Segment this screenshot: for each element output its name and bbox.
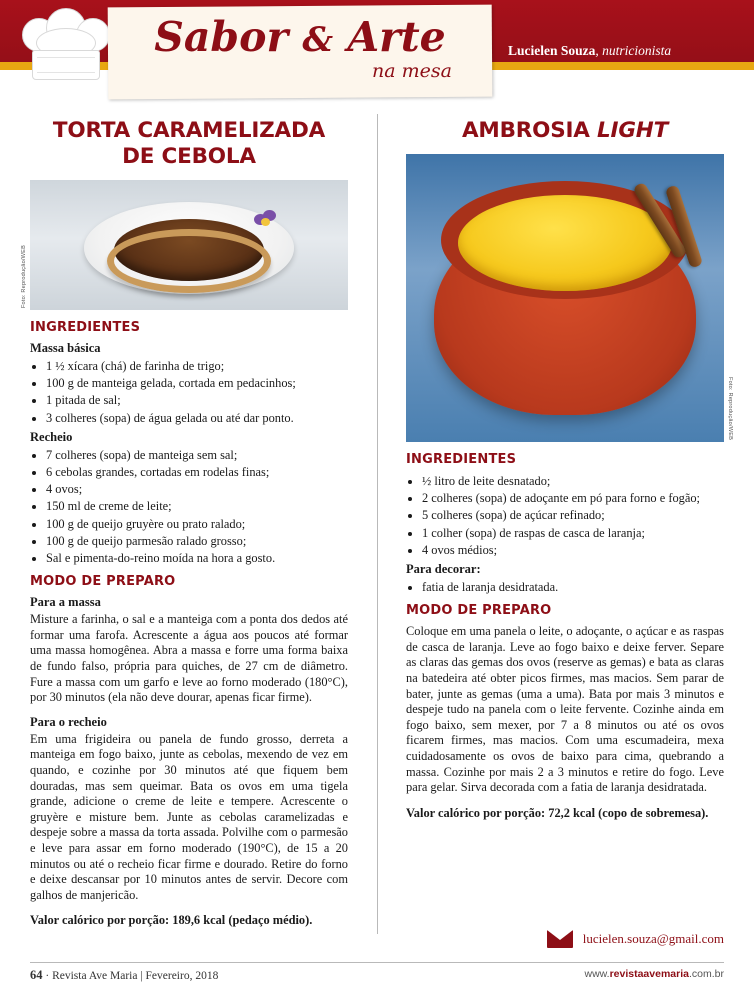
list-item: • 100 g de queijo parmesão ralado grosso; (46, 533, 348, 549)
list-item: • fatia de laranja desidratada. (422, 579, 724, 595)
left-ingredients-heading: INGREDIENTES (30, 320, 141, 335)
email-contact[interactable] (406, 930, 724, 948)
page-number: 64 (30, 968, 43, 982)
left-group1-heading: Massa básica (30, 341, 101, 355)
photo-credit-left: Foto: Reprodução/WEB (21, 244, 27, 308)
right-preparation-heading: MODO DE PREPARO (406, 603, 552, 619)
left-calorie-value: Valor calórico por porção: 189,6 kcal (pedaço médio). (30, 913, 313, 928)
ambrosia-dessert-shape (458, 195, 672, 291)
list-item: • 4 ovos médios; (422, 542, 724, 558)
recipe-left-title-line1: TORTA CARAMELIZADA (52, 118, 326, 143)
left-group2-heading: Recheio (30, 429, 73, 444)
author-byline (508, 43, 671, 59)
list-item: • 5 colheres (sopa) de açúcar refinado; (422, 507, 724, 523)
magazine-section-subtitle: na mesa (372, 60, 452, 82)
right-ingredients-heading: INGREDIENTES (406, 452, 517, 467)
recipe-right (406, 114, 733, 821)
recipe-left-photo-wrap (21, 180, 348, 310)
recipe-right-title (406, 118, 724, 144)
left-group2-list (30, 447, 348, 566)
left-preparation-heading: MODO DE PREPARO (30, 574, 176, 590)
left-prep2-text: Em uma frigideira ou panela de fundo grosso, derreta a manteiga em fogo baixo, junte as cebolas, mexendo de vez em quando, e cozinhe por 30 minutos até que fiquem bem douradas, mas sem queimar. Bata os ovos em uma tigela grande, adicione o creme de leite e tempere. Acrescente o gruyère e misture bem. Junte as cebolas caramelizadas e despeje sobre a massa da torta assada. Polvilhe com o parmesão e leve para assar em forno moderado (190°C), de 15 a 20 minutos ou até o recheio ficar firme e dourado. Retire do forno e deixe descansar por 10 minutos antes de servir. Decore com galhos de manjericão. (30, 731, 348, 902)
recipe-right-title-light: LIGHT (597, 118, 669, 143)
envelope-icon (547, 930, 573, 948)
right-ingredients-list (406, 473, 724, 558)
list-item: • 1 pitada de sal; (46, 392, 348, 408)
list-item: • 7 colheres (sopa) de manteiga sem sal; (46, 447, 348, 463)
list-item: • 1 colher (sopa) de raspas de casca de laranja; (422, 525, 724, 541)
email-address[interactable]: lucielen.souza@gmail.com (582, 931, 724, 946)
left-prep1-heading: Para a massa (30, 595, 101, 610)
right-decor-list (406, 579, 724, 595)
website-suffix: .com.br (688, 968, 724, 980)
list-item: • Sal e pimenta-do-reino moída na hora a gosto. (46, 550, 348, 566)
list-item: • 2 colheres (sopa) de adoçante em pó para forno e fogão; (422, 490, 724, 506)
title-word-arte: Arte (347, 13, 446, 61)
list-item: • ½ litro de leite desnatado; (422, 473, 724, 489)
right-decor-heading: Para decorar: (406, 562, 481, 577)
recipe-right-photo-wrap (406, 154, 733, 442)
footer-divider (30, 962, 724, 963)
edible-flower-garnish (254, 210, 280, 230)
list-item: • 100 g de manteiga gelada, cortada em pedacinhos; (46, 375, 348, 391)
magazine-section-title (120, 14, 480, 63)
photo-credit-right: Foto: Reprodução/WEB (727, 376, 733, 440)
onion-tart-photo (30, 180, 348, 310)
list-item: • 150 ml de creme de leite; (46, 498, 348, 514)
column-divider (377, 114, 378, 934)
list-item: • 4 ovos; (46, 481, 348, 497)
title-ampersand: & (302, 20, 334, 60)
list-item: • 100 g de queijo gruyère ou prato ralado; (46, 516, 348, 532)
list-item: • 3 colheres (sopa) de água gelada ou até dar ponto. (46, 410, 348, 426)
recipe-right-title-main: AMBROSIA (461, 118, 598, 143)
title-word-sabor: Sabor (154, 13, 289, 61)
list-item: • 6 cebolas grandes, cortadas em rodelas finas; (46, 464, 348, 480)
list-item: • 1 ½ xícara (chá) de farinha de trigo; (46, 358, 348, 374)
tart-crust-shape (107, 229, 271, 293)
author-name: Lucielen Souza (508, 43, 596, 58)
issue-date: | Fevereiro, 2018 (137, 970, 219, 982)
website-brand: revistaavemaria (609, 968, 689, 980)
page-header (0, 0, 754, 108)
chef-hat-icon (14, 6, 118, 98)
right-prep-text: Coloque em uma panela o leite, o adoçante, o açúcar e as raspas de casca de laranja. Leve ao fogo baixo e deixe ferver. Separe as claras das gemas dos ovos (reserve as gemas) e bata as claras na batedeira até obter picos firmes, mas macios. Sem parar de bater, junte as gemas (uma a uma). Bata por mais 3 minutos e despeje tudo na panela com o leite fervente. Cozinhe ainda em fogo baixo, sem mexer, por 7 a 8 minutos ou até os ovos ficarem firmes, mas macios. Com uma escumadeira, mexa cuidadosamente os ovos de baixo para cima, quebrando a massa. Cozinhe por mais 2 a 3 minutos e retire do fogo. Leve para gelar. Sirva decorada com a fatia de laranja desidratada. (406, 624, 724, 795)
right-calorie-value: Valor calórico por porção: 72,2 kcal (copo de sobremesa). (406, 805, 709, 820)
recipe-left-title-line2: DE CEBOLA (122, 144, 256, 169)
publication-name: · Revista Ave Maria (42, 970, 138, 982)
left-prep1-text: Misture a farinha, o sal e a manteiga com a ponta dos dedos até formar uma farofa. Acrescente a água aos poucos até formar uma massa homogênea. Abra a massa e forre uma forma baixa de fundo falso, própria para quiches, de 27 cm de diâmetro. Fure a massa com um garfo e leve ao forno moderado (180°C), por 30 minutos (ela não deve dourar, apenas ficar firme). (30, 612, 348, 705)
footer-left-info (30, 968, 218, 983)
author-role: , nutricionista (595, 43, 672, 58)
recipe-left-title (30, 118, 348, 170)
left-group1-list (30, 358, 348, 426)
recipe-left (21, 114, 348, 929)
footer-website[interactable] (584, 968, 724, 980)
ambrosia-photo (406, 154, 724, 442)
left-prep2-heading: Para o recheio (30, 714, 107, 729)
website-prefix: www. (584, 968, 610, 980)
page-content (0, 108, 754, 946)
